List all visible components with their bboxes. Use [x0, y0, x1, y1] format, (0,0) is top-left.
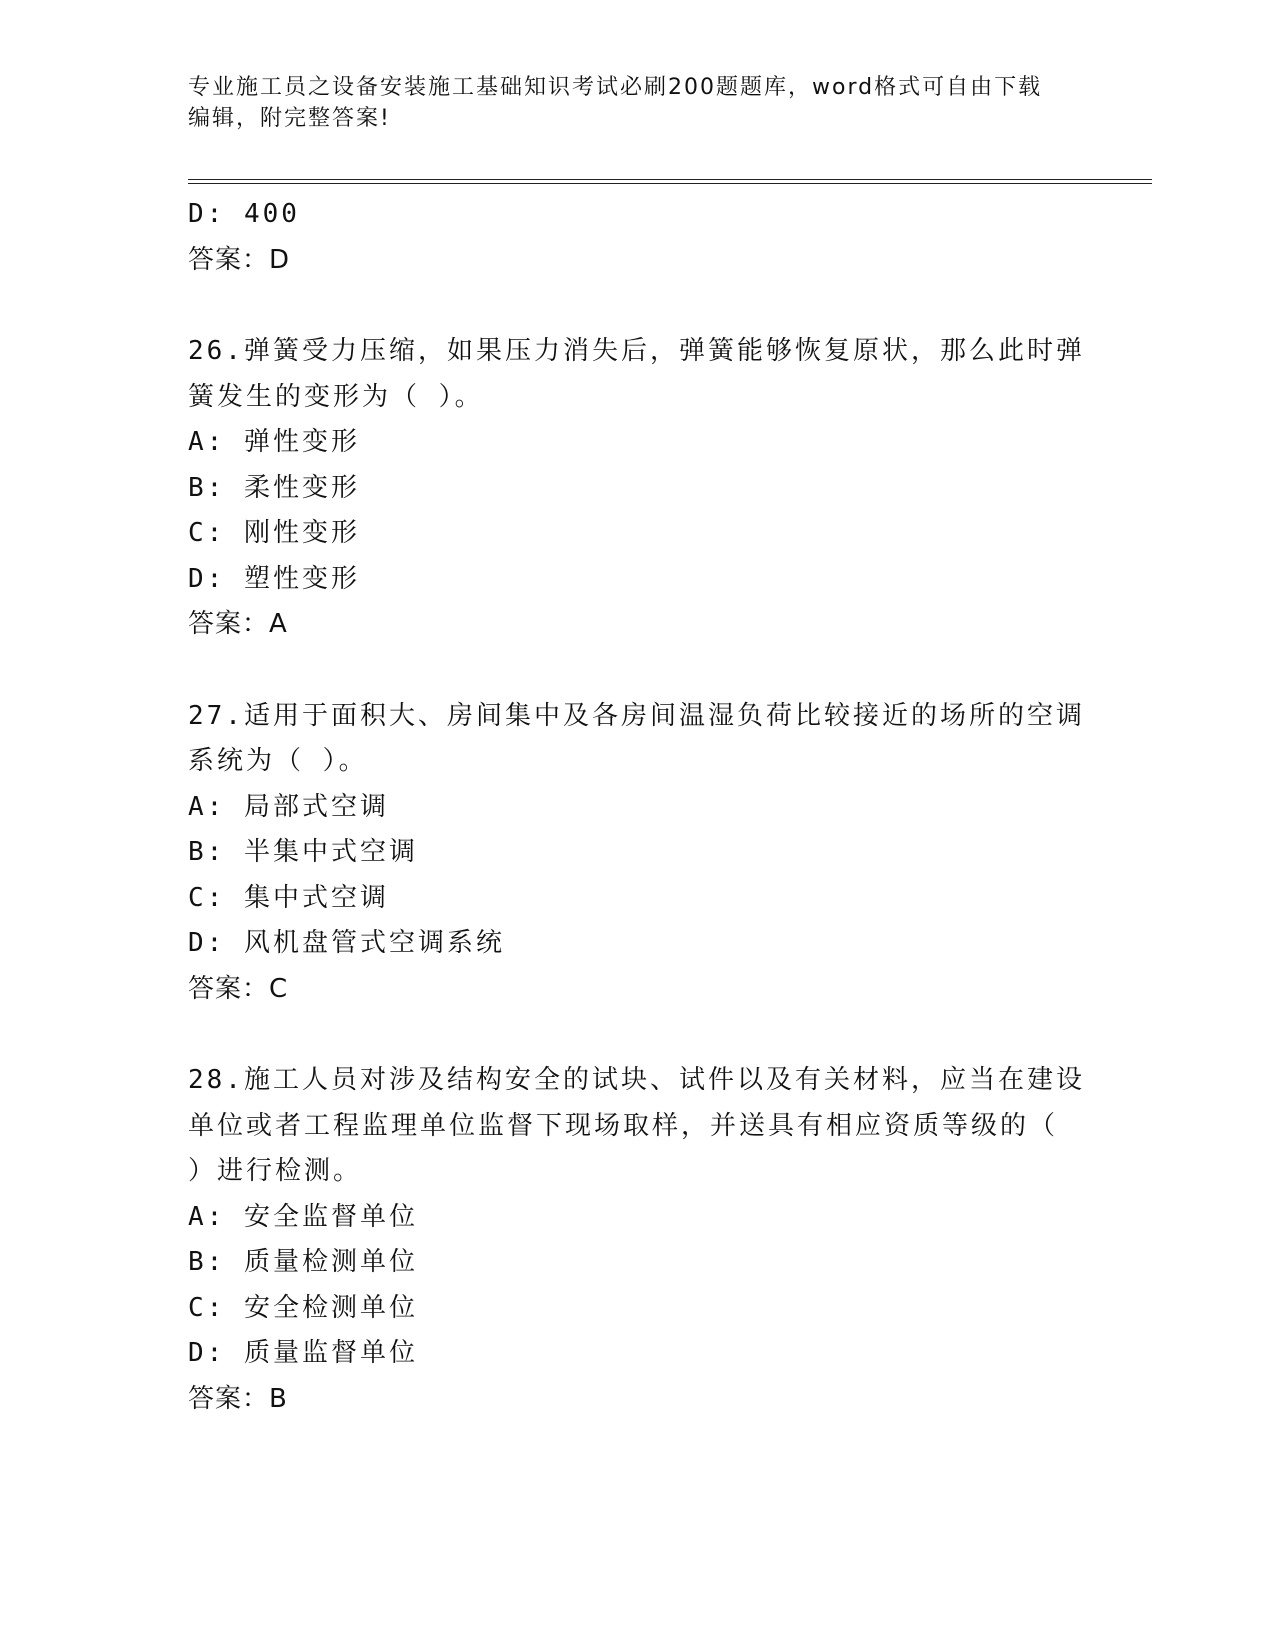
question-27-option-a: A: 局部式空调: [188, 791, 389, 822]
question-28-option-b: B: 质量检测单位: [188, 1247, 418, 1277]
question-26-stem-line-1: 26.弹簧受力压缩，如果压力消失后，弹簧能够恢复原状，那么此时弹: [188, 336, 1085, 366]
question-26-option-b: B: 柔性变形: [188, 472, 360, 503]
question-28: [188, 1058, 1088, 1422]
prev-option-d: D: 400: [188, 199, 300, 229]
document-header: [188, 72, 1088, 134]
header-line-2: 编辑，附完整答案!: [188, 106, 391, 131]
spacer: [188, 648, 1088, 694]
question-27-answer: 答案：C: [188, 973, 289, 1004]
question-27-stem-line-2: 系统为（ ）。: [188, 746, 368, 776]
question-26-stem-line-2: 簧发生的变形为（ ）。: [188, 381, 484, 412]
header-rule-bottom: [188, 183, 1152, 184]
question-28-option-d: D: 质量监督单位: [188, 1338, 418, 1368]
question-28-stem-line-2: 单位或者工程监理单位监督下现场取样，并送具有相应资质等级的（: [188, 1110, 1059, 1141]
question-26-option-c: C: 刚性变形: [188, 518, 360, 548]
question-26: [188, 329, 1088, 648]
question-27: [188, 694, 1088, 1013]
question-28-stem-line-3: ）进行检测。: [188, 1156, 363, 1186]
prev-answer: 答案：D: [188, 244, 291, 275]
question-28-answer: 答案：B: [188, 1383, 288, 1414]
header-rule-top: [188, 179, 1152, 180]
question-27-option-b: B: 半集中式空调: [188, 837, 418, 867]
question-26-option-a: A: 弹性变形: [188, 427, 360, 457]
question-content: [188, 192, 1088, 1422]
question-27-option-c: C: 集中式空调: [188, 882, 389, 913]
spacer: [188, 1012, 1088, 1058]
question-26-option-d: D: 塑性变形: [188, 563, 360, 594]
question-28-stem-line-1: 28.施工人员对涉及结构安全的试块、试件以及有关材料，应当在建设: [188, 1065, 1085, 1095]
question-27-stem-line-1: 27.适用于面积大、房间集中及各房间温湿负荷比较接近的场所的空调: [188, 700, 1085, 731]
question-28-option-c: C: 安全检测单位: [188, 1292, 418, 1323]
question-27-option-d: D: 风机盘管式空调系统: [188, 928, 505, 958]
question-28-option-a: A: 安全监督单位: [188, 1201, 418, 1232]
question-26-answer: 答案：A: [188, 609, 288, 639]
header-line-1: 专业施工员之设备安装施工基础知识考试必刷200题题库，word格式可自由下载: [188, 75, 1043, 100]
spacer: [188, 283, 1088, 329]
